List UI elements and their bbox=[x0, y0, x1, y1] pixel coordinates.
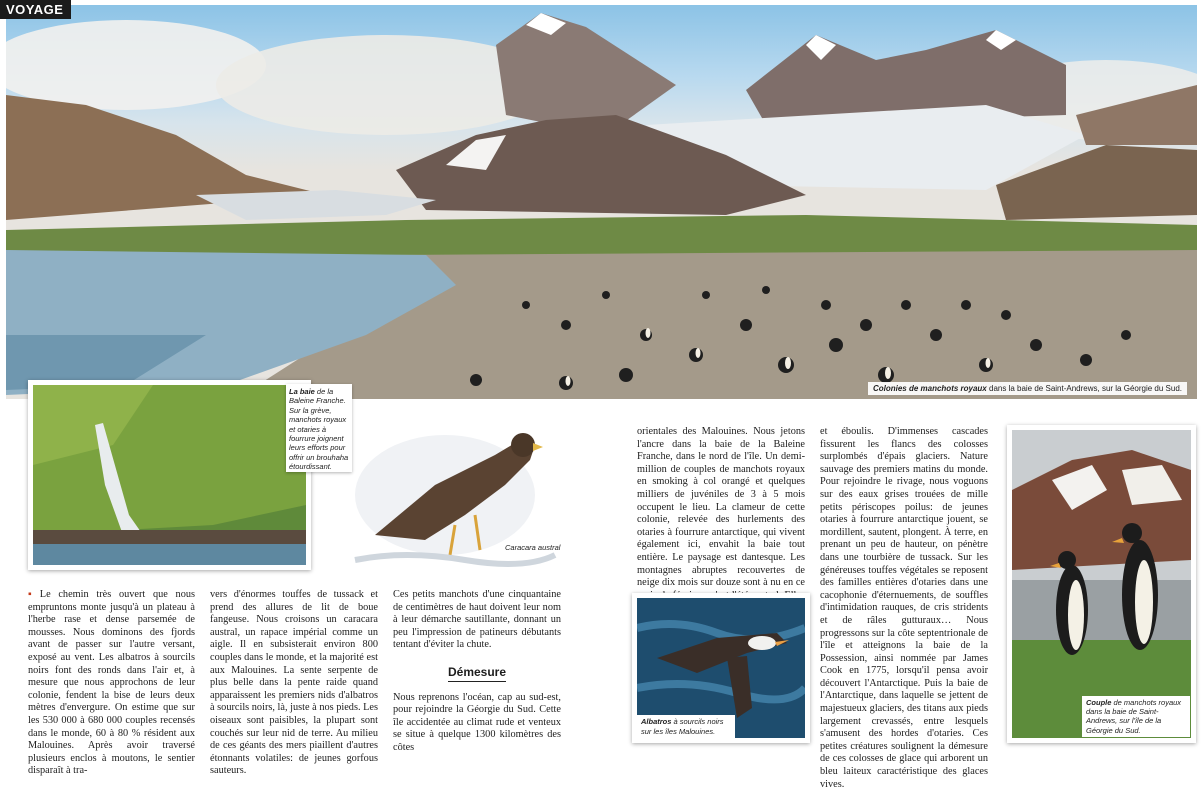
waterfall-caption-text: de la Baleine Franche. Sur la grève, manchots royaux et otaries à fourrure joignent leurs efforts pour offrir un brouhaha étourdissant. bbox=[289, 387, 349, 471]
column-4-text: orientales des Malouines. Nous jetons l'ancre dans la baie de la Baleine Franche, dans le nord de l'île. Un demi-million de couples de manchots royaux en smoking à col orangé et quelques milliers de juvéniles de 3 à 5 mois occupent le lieu. La clameur de cette colonie, relevée des hurlements des otaries à fourrure antarctique, qui vivent également ici, envahit la baie tout entière. Le paysage est dantesque. Les montagnes abruptes recouvertes de neige dix mois sur douze sont à nu en ce bbox=[637, 426, 805, 589]
hero-caption-bold: Colonies de manchots royaux bbox=[872, 384, 987, 393]
penguins-photo-frame bbox=[1007, 425, 1196, 743]
albatross-caption-text: à sourcils noirs sur les îles Malouines. bbox=[641, 717, 724, 736]
mountain-landscape-illustration bbox=[6, 5, 1197, 399]
column-1-text: Le chemin très ouvert que nous empruntons monte jusqu'à un plateau à l'herbe rase et dense parsemée de mousses. Nous dominons des fjords avant de passer sur l'autre versant, exposé au vent. Les albatros à sourcils noirs font des ronds dans l'air et, à mesure que nous approchons de leur colonie, fendent la bise de leurs deux mètres d'envergure. On estime que sur les 530 000 à 680 000 couples recensés dans le monde, 60 à 80 % résident aux Malouines. Après avoir traversé plusieurs enclos à moutons, le sentier disparaît à tra- bbox=[28, 589, 196, 777]
subhead-wrapper bbox=[393, 666, 561, 682]
waterfall-caption-bold: La baie bbox=[289, 387, 315, 396]
albatross-photo-frame bbox=[632, 593, 810, 743]
waterfall-photo-frame bbox=[28, 380, 311, 570]
section-label: VOYAGE bbox=[0, 0, 71, 19]
penguins-couple-photo bbox=[1012, 430, 1191, 738]
waterfall-photo bbox=[33, 385, 306, 565]
hero-photo-penguin-colony bbox=[6, 5, 1197, 399]
column-5-text: et éboulis. D'immenses cascades fissurent les flancs des colosses surplombés d'épais glaciers. Nature sauvage des premiers matins du monde. Pour rejoindre le rivage, nous voguons sur des eaux grises trouées de mille petits périscopes poilus: de jeunes otaries à fourrure antarctique jouent, se mordillent, sautent, plongent. À terre, en prenant un peu de hauteur, on pénètre dans une tourbière de tussack. Sur les généreuses touffes végétales se reposent des familles entières d'otaries dans une cacophonie d'éternuements, de souffles d'intimidation rauques, de cris stridents et de râles gutturaux… Nous progressons sur la côte septentrionale de l'île et atteignons la baie de la Possession, ainsi nommée par James Cook en 1775, lorsqu'il pensa avoir découvert l'Antarctique. Puis la baie de l'Antarctique, dans laquelle se jettent de majestueux glaciers, des titans aux pieds largement crevassés, entre lesquels s'amusent des hordes d'otaries. Ces petites créatures soulignent la démesure de ces colosses de glace qui arborent un bleu laiteux caractéristique des glaces vives. bbox=[820, 426, 988, 790]
hero-caption-text: dans la baie de Saint-Andrews, sur la Géorgie du Sud. bbox=[986, 384, 1182, 393]
column-2-text: vers d'énormes touffes de tussack et prend des allures de lit de boue fangeuse. Nous croisons un caracara austral, un rapace impérial comme un aigle. Il en subsisterait environ 800 couples dans le monde, et la majorité est aux Malouines. La sente serpente de plus belle dans la pente raide quand apparaissent les premiers nids d'albatros à sourcils noirs, là, juste à nos pieds. Les oiseaux sont paisibles, la plupart sont couchés sur leur nid de terre. Au milieu de ces géants des mers piaillent d'autres étonnants volatiles: de jeunes gorfous sauteurs. bbox=[210, 589, 378, 777]
penguins-caption bbox=[1082, 696, 1190, 738]
penguins-caption-bold: Couple bbox=[1086, 697, 1112, 707]
article-column-4 bbox=[637, 426, 805, 615]
waterfall-photo-caption bbox=[286, 384, 352, 472]
column-3-top-text: Ces petits manchots d'une cinquantaine de centimètres de haut doivent leur nom à leur démarche sautillante, donnant un peu l'impression de patineurs débutants tentant d'éviter la chute. bbox=[393, 589, 561, 651]
article-column-3 bbox=[393, 589, 561, 755]
caracara-illustration bbox=[345, 415, 560, 575]
paragraph-marker-icon: ▪ bbox=[28, 589, 37, 600]
column-3-bottom-text: Nous reprenons l'océan, cap au sud-est, pour rejoindre la Géorgie du Sud. Cette île accidentée au climat rude et venteux se situe à quelque 1300 kilomètres des côtes bbox=[393, 691, 561, 753]
penguins-caption-text: de manchots royaux dans la baie de Saint-Andrews, sur l'île de la Géorgie du Sud. bbox=[1086, 697, 1182, 735]
article-column-5 bbox=[820, 426, 988, 791]
albatross-caption bbox=[637, 715, 735, 738]
albatross-caption-bold: Albatros bbox=[641, 717, 672, 727]
caracara-label: Caracara austral bbox=[505, 543, 561, 552]
section-subhead: Démesure bbox=[448, 666, 506, 682]
hero-photo-caption bbox=[868, 382, 1187, 395]
